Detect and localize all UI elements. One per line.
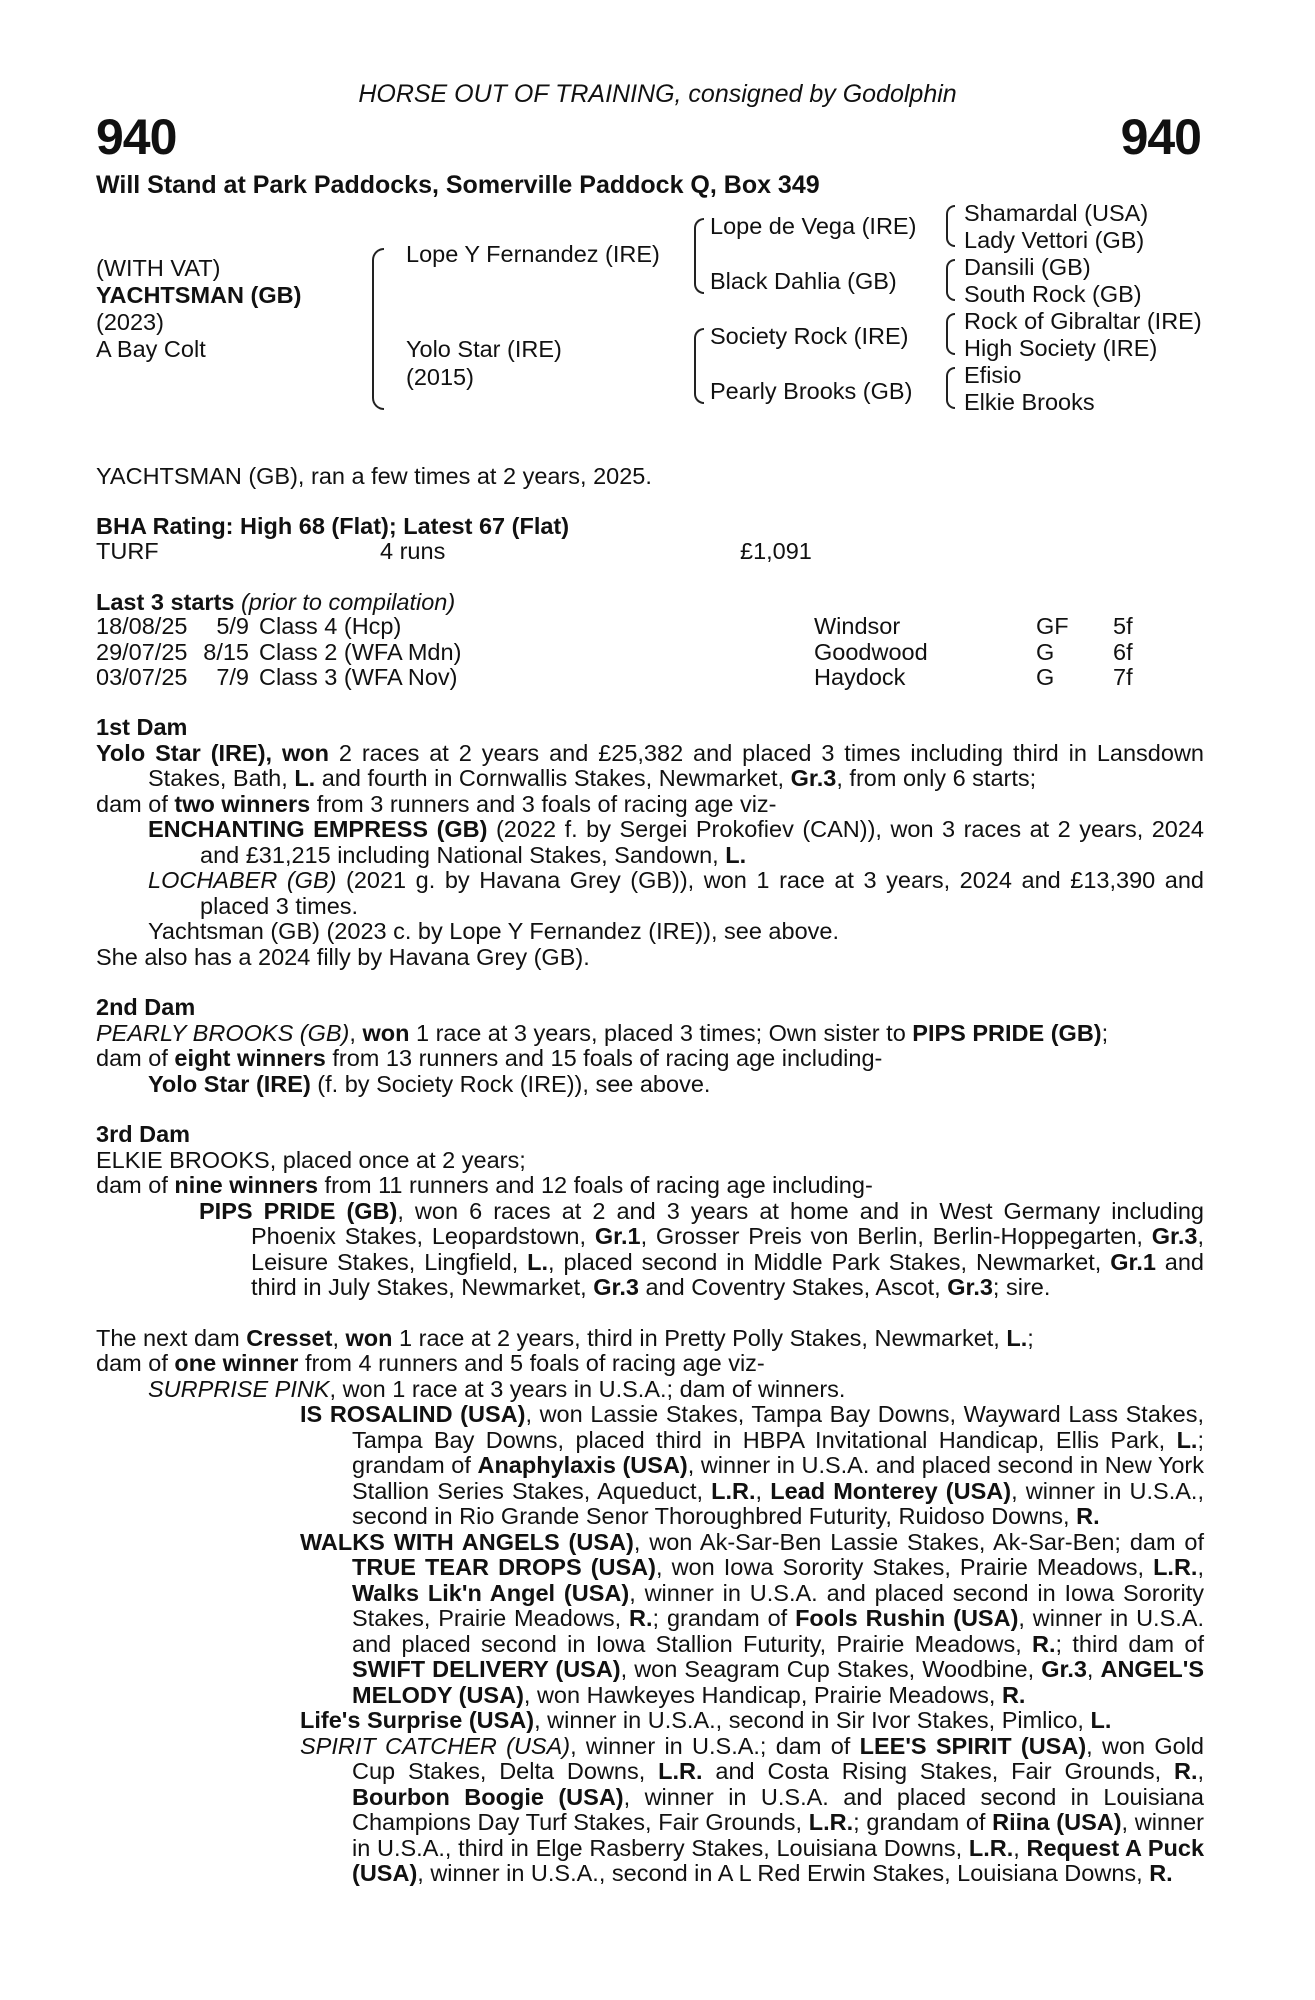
produce-entry: Yachtsman (GB) (2023 c. by Lope Y Fernandez (IRE)), see above. (148, 918, 839, 944)
produce-entry: PIPS PRIDE (GB), won 6 races at 2 and 3 years at home and in West Germany including Phoenix Stakes, Leopardstown, Gr.1, Grosser Preis von Berlin, Berlin-Hoppegarten, Gr.3, Leisure Stakes, Lingfield, L., placed second in Middle Park Stakes, Newmarket, Gr.1 and third in July Stakes, Newmarket, Gr.3 and Coventry Stakes, Ascot, Gr.3; sire. (199, 1197, 1205, 1300)
sire-dam-brace (372, 248, 384, 410)
third-dam-produce-summary: dam of nine winners from 11 runners and 12 foals of racing age including- (96, 1172, 873, 1198)
last-starts-heading (96, 589, 455, 616)
run-class: Class 4 (Hcp) (259, 613, 402, 639)
run-distance: 5f (1113, 613, 1133, 639)
run-going: GF (1036, 613, 1069, 639)
ggp-1: Shamardal (USA) (964, 200, 1149, 226)
second-dam-record: PEARLY BROOKS (GB), won 1 race at 3 years, placed 3 times; Own sister to PIPS PRIDE (GB); (96, 1019, 1109, 1046)
ggp-4: South Rock (GB) (964, 281, 1142, 307)
run-course: Haydock (814, 664, 906, 690)
first-dam-record: Yolo Star (IRE), won 2 races at 2 years and £25,382 and placed 3 times including third in Lansdown Stakes, Bath, L. and fourth in Cornwallis Stakes, Newmarket, Gr.3, from only 6 starts; (96, 739, 1204, 791)
ggp-8: Elkie Brooks (964, 389, 1095, 415)
second-dam-heading: 2nd Dam (96, 994, 196, 1020)
dam-year: (2015) (406, 364, 474, 390)
won-label: won (281, 739, 329, 766)
run-date: 03/07/25 (96, 664, 188, 690)
run-position: 5/9 (216, 613, 249, 639)
last-starts-note: (prior to compilation) (240, 589, 456, 615)
earnings: £1,091 (740, 538, 812, 564)
ggp-7: Efisio (964, 362, 1022, 388)
ggp-5: Rock of Gibraltar (IRE) (964, 308, 1202, 334)
second-dam-produce-summary: dam of eight winners from 13 runners and 15 foals of racing age including- (96, 1045, 883, 1071)
run-class: Class 2 (WFA Mdn) (259, 638, 462, 665)
table-row (96, 640, 1133, 666)
produce-entry: ENCHANTING EMPRESS (GB) (2022 f. by Sergei Prokofiev (CAN)), won 3 races at 2 years, 2024 and £31,215 including National Stakes, Sandown, L. (148, 816, 1204, 868)
table-row (96, 614, 1133, 640)
run-position: 7/9 (216, 664, 249, 690)
ggp-brace-4 (946, 367, 955, 409)
dam-sire: Society Rock (IRE) (710, 323, 909, 349)
dam-name: Yolo Star (IRE) (406, 336, 562, 362)
summary-line: YACHTSMAN (GB), ran a few times at 2 years, 2025. (96, 463, 652, 489)
dam-parents-brace (694, 328, 704, 404)
produce-entry: SURPRISE PINK, won 1 race at 3 years in U.S.A.; dam of winners. (148, 1375, 846, 1402)
produce-entry: WALKS WITH ANGELS (USA), won Ak-Sar-Ben Lassie Stakes, Ak-Sar-Ben; dam of TRUE TEAR DROPS (USA), won Iowa Sorority Stakes, Prairie Meadows, L.R., Walks Lik'n Angel (USA), winner in U.S.A. and placed second in Iowa Sorority Stakes, Prairie Meadows, R.; grandam of Fools Rushin (USA), winner in U.S.A. and placed second in Iowa Stallion Futurity, Prairie Meadows, R.; third dam of SWIFT DELIVERY (USA), won Seagram Cup Stakes, Woodbine, Gr.3, ANGEL'S MELODY (USA), won Hawkeyes Handicap, Prairie Meadows, R. (300, 1528, 1205, 1708)
next-dam-record: The next dam Cresset, won 1 race at 2 years, third in Pretty Polly Stakes, Newmarket, L.; (96, 1324, 1034, 1351)
dam-sections (96, 715, 1204, 1887)
first-dam-name: Yolo Star (IRE) (96, 739, 266, 766)
run-date: 29/07/25 (96, 638, 188, 665)
ggp-3: Dansili (GB) (964, 254, 1091, 280)
last-starts-title: Last 3 starts (96, 589, 235, 615)
lot-number-left: 940 (96, 109, 177, 165)
sire-name: Lope Y Fernandez (IRE) (406, 241, 660, 267)
ggp-brace-2 (946, 259, 955, 301)
ggp-brace-1 (946, 205, 955, 247)
sire-dam: Black Dahlia (GB) (710, 268, 897, 294)
ggp-brace-3 (946, 313, 955, 355)
ggp-6: High Society (IRE) (964, 335, 1158, 361)
produce-entry: SPIRIT CATCHER (USA), winner in U.S.A.; dam of LEE'S SPIRIT (USA), won Gold Cup Stakes, Delta Downs, L.R. and Costa Rising Stakes, Fair Grounds, R., Bourbon Boogie (USA), winner in U.S.A. and placed second in Louisiana Champions Day Turf Stakes, Fair Grounds, L.R.; grandam of Riina (USA), winner in U.S.A., third in Elge Rasberry Stakes, Louisiana Downs, L.R., Request A Puck (USA), winner in U.S.A., second in A L Red Erwin Stakes, Louisiana Downs, R. (300, 1732, 1205, 1886)
run-date: 18/08/25 (96, 613, 188, 639)
produce-entry: IS ROSALIND (USA), won Lassie Stakes, Tampa Bay Downs, Wayward Lass Stakes, Tampa Bay Downs, placed third in HBPA Invitational Handicap, Ellis Park, L.; grandam of Anaphylaxis (USA), winner in U.S.A. and placed second in New York Stallion Series Stakes, Aqueduct, L.R., Lead Monterey (USA), winner in U.S.A., second in Rio Grande Senor Thoroughbred Futurity, Ruidoso Downs, R. (300, 1401, 1204, 1529)
stand-location: Will Stand at Park Paddocks, Somerville Paddock Q, Box 349 (96, 171, 820, 199)
run-distance: 6f (1113, 638, 1133, 665)
run-distance: 7f (1113, 664, 1133, 690)
runs-count: 4 runs (380, 538, 446, 564)
dam-dam: Pearly Brooks (GB) (710, 378, 913, 404)
lot-number-right: 940 (1120, 109, 1201, 165)
horse-name: YACHTSMAN (GB) (96, 282, 302, 308)
produce-entry: Yolo Star (IRE) (f. by Society Rock (IRE)), see above. (148, 1070, 711, 1097)
produce-entry: LOCHABER (GB) (2021 g. by Havana Grey (GB)), won 1 race at 3 years, 2024 and £13,390 and placed 3 times. (148, 867, 1204, 919)
ggp-2: Lady Vettori (GB) (964, 227, 1145, 253)
first-dam-note: She also has a 2024 filly by Havana Grey (GB). (96, 943, 590, 970)
sire-parents-brace (694, 218, 704, 294)
first-dam-produce-summary: dam of two winners from 3 runners and 3 foals of racing age viz- (96, 790, 777, 817)
run-going: G (1036, 638, 1055, 665)
first-dam-heading: 1st Dam (96, 714, 188, 740)
horse-year: (2023) (96, 309, 164, 335)
third-dam-heading: 3rd Dam (96, 1121, 191, 1147)
vat-note: (WITH VAT) (96, 255, 221, 281)
third-dam-record: ELKIE BROOKS, placed once at 2 years; (96, 1146, 526, 1173)
run-class: Class 3 (WFA Nov) (259, 664, 458, 690)
bha-rating: BHA Rating: High 68 (Flat); Latest 67 (Flat) (96, 513, 570, 539)
run-course: Windsor (814, 613, 901, 639)
horse-description: A Bay Colt (96, 336, 206, 362)
sire-sire: Lope de Vega (IRE) (710, 213, 917, 239)
run-going: G (1036, 664, 1055, 690)
run-course: Goodwood (814, 638, 928, 665)
consignor-line: HORSE OUT OF TRAINING, consigned by Godolphin (358, 80, 957, 108)
last-starts-table (96, 614, 1133, 691)
surface-label: TURF (96, 538, 159, 564)
run-position: 8/15 (203, 638, 249, 665)
table-row (96, 665, 1133, 691)
next-dam-produce-summary: dam of one winner from 4 runners and 5 foals of racing age viz- (96, 1350, 765, 1376)
produce-entry: Life's Surprise (USA), winner in U.S.A., second in Sir Ivor Stakes, Pimlico, L. (300, 1707, 1112, 1733)
